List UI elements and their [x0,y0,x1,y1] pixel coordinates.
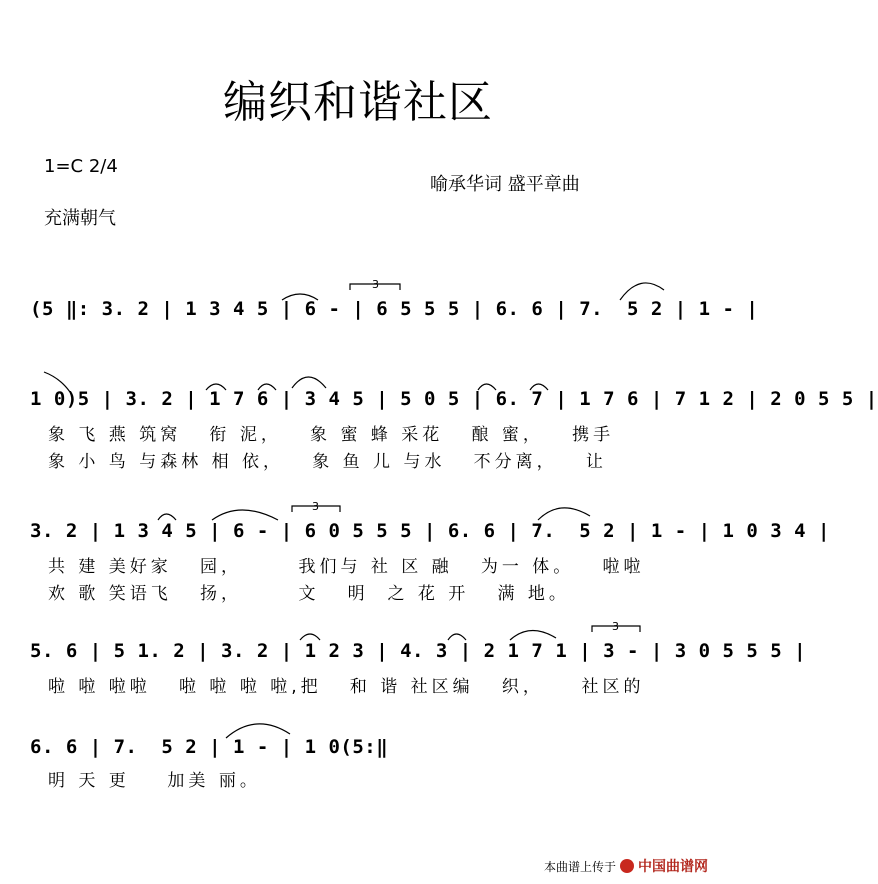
footer-brand[interactable]: 中国曲谱网 [638,859,708,875]
triplet-number: 3 [612,620,619,633]
slur-mark [510,630,556,640]
lyric-line-3-verse-1: 共 建 美好家 园， 我们与 社 区 融 为一 体。 啦啦 [48,557,645,577]
page-title: 编织和谐社区 [223,77,493,128]
triplet-number: 3 [372,278,379,291]
slur-mark [212,510,278,520]
lyric-line-2-verse-2: 象 小 鸟 与森林 相 依， 象 鱼 儿 与水 不分离， 让 [48,452,607,472]
notation-line-5: 6. 6 | 7. 5 2 | 1 - | 1 0(5:‖ [30,736,389,758]
notation-line-2: 1 0)5 | 3. 2 | 1 7 6 | 3 4 5 | 5 0 5 | 6. 7 | 1 7 6 | 7 1 2 | 2 0 5 5 | [30,388,878,410]
slur-mark [538,508,590,520]
lyric-line-4-verse-1: 啦 啦 啦啦 啦 啦 啦 啦,把 和 谐 社区编 织， 社区的 [48,677,645,697]
notation-line-4: 5. 6 | 5 1. 2 | 3. 2 | 1 2 3 | 4. 3 | 2 1 7 1 | 3 - | 3 0 5 5 5 | [30,640,807,662]
lyric-line-2-verse-1: 象 飞 燕 筑窝 衔 泥， 象 蜜 蜂 采花 酿 蜜， 携手 [48,425,615,445]
expression-mark: 充满朝气 [44,208,116,229]
lyric-line-3-verse-2: 欢 歌 笑语飞 扬， 文 明 之 花 开 满 地。 [48,584,570,604]
site-logo-icon [620,859,634,873]
footer-prefix: 本曲谱上传于 [543,859,616,874]
lyric-line-5-verse-1: 明 天 更 加美 丽。 [48,771,261,791]
footer [544,856,708,876]
triplet-bracket [350,284,400,290]
triplet-number: 3 [312,500,319,513]
credits: 喻承华词 盛平章曲 [430,174,580,195]
slur-mark [292,377,326,388]
triplet-bracket [292,506,340,512]
triplet-bracket [592,626,640,632]
key-time-signature: 1=C 2/4 [44,156,118,177]
notation-line-1: (5 ‖: 3. 2 | 1 3 4 5 | 6 - | 6 5 5 5 | 6. 6 | 7. 5 2 | 1 - | [30,298,759,320]
notation-line-3: 3. 2 | 1 3 4 5 | 6 - | 6 0 5 5 5 | 6. 6 | 7. 5 2 | 1 - | 1 0 3 4 | [30,520,830,542]
